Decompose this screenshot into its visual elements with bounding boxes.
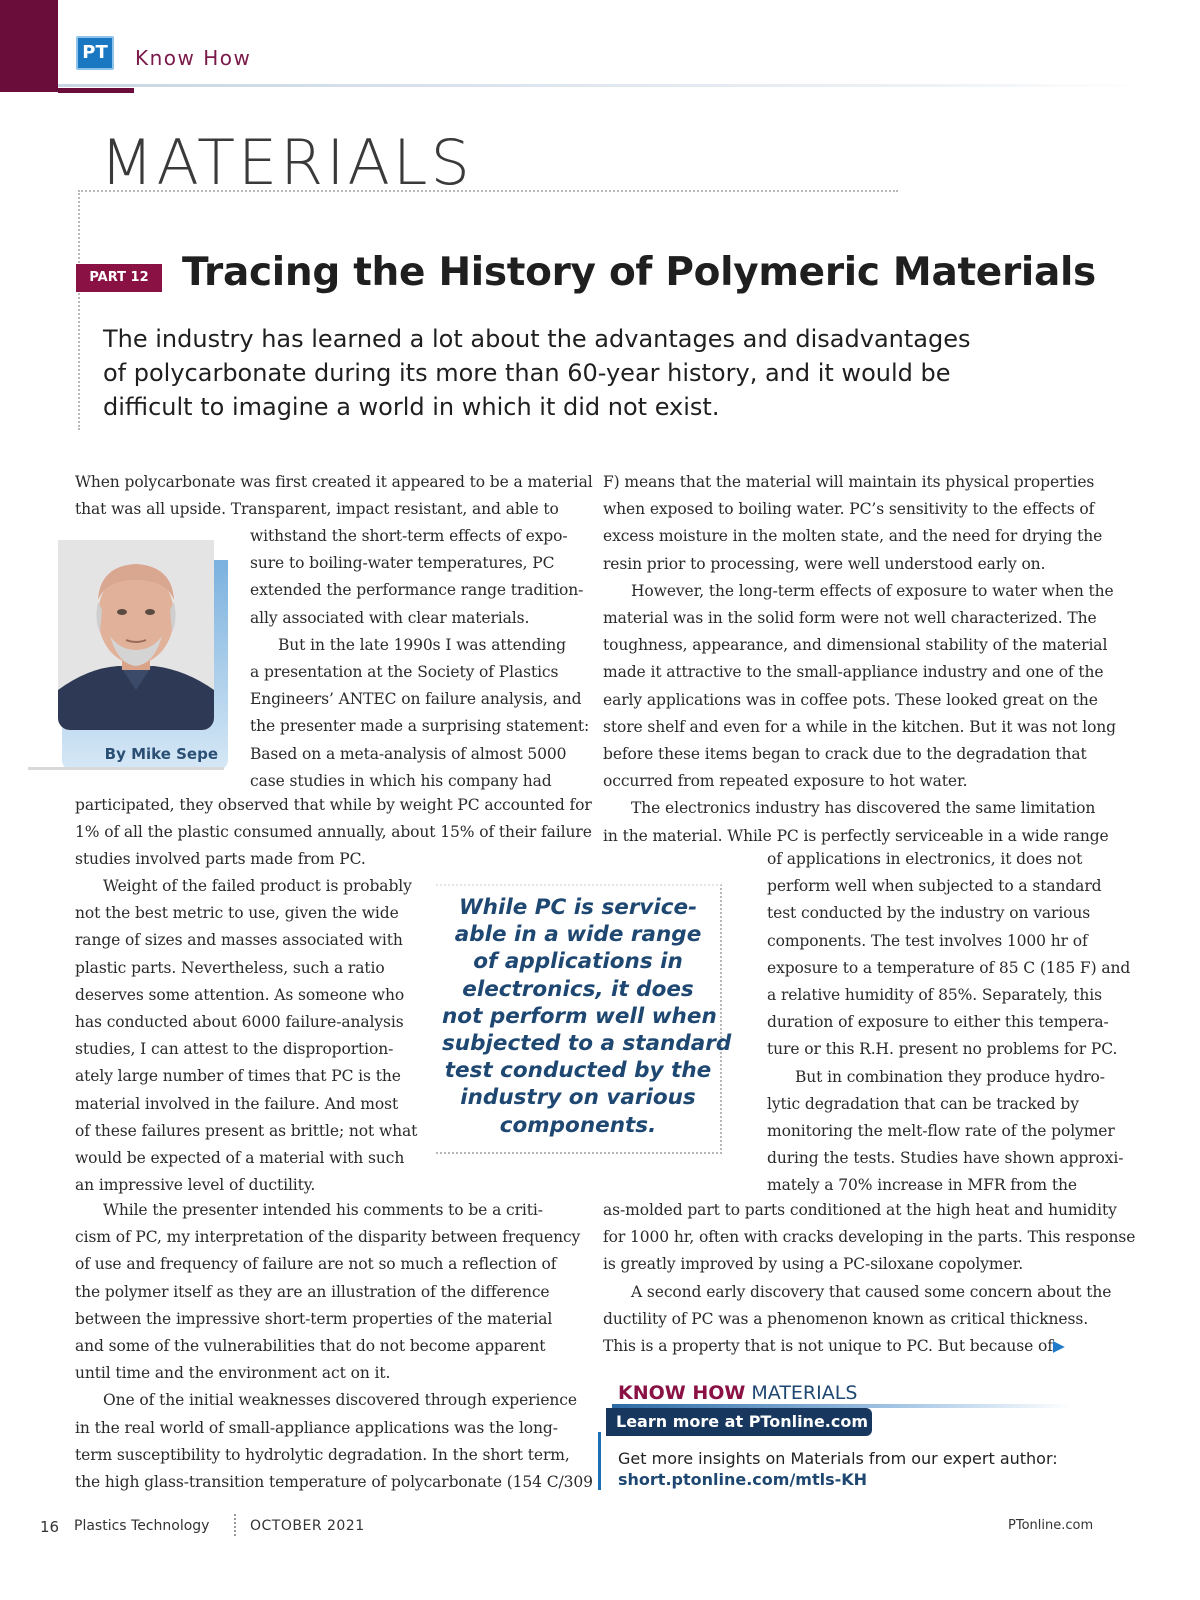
text-line: ally associated with clear materials.	[250, 608, 530, 627]
footer-separator	[234, 1514, 236, 1536]
pull-quote-line: While PC is service-	[458, 895, 698, 920]
pull-quote-line: electronics, it does	[462, 976, 694, 1002]
text-line: ture or this R.H. present no problems for PC.	[767, 1040, 1118, 1059]
text-line: monitoring the melt-flow rate of the polymer	[767, 1122, 1115, 1141]
pt-logo-icon: PT	[76, 36, 114, 70]
right-column-top	[603, 469, 1117, 850]
learn-more-button[interactable]: Learn more at PTonline.com	[606, 1408, 872, 1436]
text-line: plastic parts. Nevertheless, such a ratio	[75, 958, 385, 977]
text-line: when exposed to boiling water. PC’s sensitivity to the effects of	[603, 500, 1095, 519]
text-line: test conducted by the industry on various	[767, 904, 1091, 923]
text-line: However, the long-term effects of exposure to water when the	[631, 581, 1114, 600]
author-portrait-icon	[58, 540, 214, 730]
text-line: a presentation at the Society of Plastics	[250, 663, 559, 682]
text-line: participated, they observed that while by weight PC accounted for	[75, 796, 592, 814]
text-line: studies, I can attest to the disproportion-	[75, 1040, 394, 1059]
text-line: material was in the solid form were not well characterized. The	[603, 609, 1097, 628]
text-line: that was all upside. Transparent, impact resistant, and able to	[75, 500, 559, 519]
article-headline: Tracing the History of Polymeric Materials	[182, 250, 1096, 295]
text-line: the polymer itself as they are an illustration of the difference	[75, 1282, 550, 1301]
text-line: would be expected of a material with such	[75, 1149, 405, 1168]
text-line: Engineers’ ANTEC on failure analysis, and	[250, 690, 582, 709]
right-column-wrap	[767, 846, 1131, 1200]
text-line: and some of the vulnerabilities that do not become apparent	[75, 1337, 546, 1356]
text-line: mately a 70% increase in MFR from the	[767, 1176, 1077, 1195]
know-how-sidebar	[598, 1432, 601, 1490]
pull-quote	[436, 884, 732, 1154]
text-line: The electronics industry has discovered the same limitation	[631, 799, 1096, 818]
pull-quote-line: subjected to a standard	[442, 1031, 732, 1057]
part-badge: PART 12	[76, 264, 162, 292]
text-line: material involved in the failure. And most	[75, 1094, 399, 1113]
text-line: of these failures present as brittle; not what	[75, 1121, 418, 1140]
know-how-link[interactable]: short.ptonline.com/mtls-KH	[618, 1470, 868, 1489]
left-column-mid	[75, 792, 592, 874]
text-line: extended the performance range tradition-	[250, 581, 584, 600]
text-line: an impressive level of ductility.	[75, 1176, 316, 1195]
text-line: a relative humidity of 85%. Separately, this	[767, 986, 1102, 1005]
pull-quote-line: industry on various	[460, 1085, 696, 1111]
pull-quote-line: components.	[499, 1112, 657, 1138]
text-line: not the best metric to use, given the wide	[75, 904, 399, 923]
pull-quote-line: not perform well when	[442, 1003, 717, 1029]
text-line: perform well when subjected to a standard	[767, 877, 1102, 896]
text-line: toughness, appearance, and dimensional stability of the material	[603, 636, 1108, 655]
publication-name: Plastics Technology	[74, 1518, 210, 1534]
text-line: in the material. While PC is perfectly serviceable in a wide range	[603, 826, 1109, 845]
know-how-title-rest: MATERIALS	[745, 1382, 858, 1404]
text-line: in the real world of small-appliance applications was the long-	[75, 1418, 558, 1437]
department-title: MATERIALS	[100, 126, 473, 199]
text-line: until time and the environment act on it.	[75, 1364, 391, 1383]
text-line: ately large number of times that PC is the	[75, 1067, 401, 1086]
text-line: cism of PC, my interpretation of the disparity between frequency	[75, 1228, 581, 1247]
text-line: has conducted about 6000 failure-analysis	[75, 1013, 404, 1032]
text-line: withstand the short-term effects of expo-	[250, 527, 568, 545]
text-line: excess moisture in the molten state, and the need for drying the	[603, 527, 1103, 546]
text-line: of applications in electronics, it does not	[767, 850, 1083, 868]
text-line: before these items began to crack due to the degradation that	[603, 745, 1087, 764]
text-line: But in combination they produce hydro-	[795, 1067, 1105, 1086]
text-line: range of sizes and masses associated with	[75, 931, 403, 950]
text-line: This is a property that is not unique to PC. But because of	[603, 1337, 1053, 1356]
pull-quote-line: test conducted by the	[444, 1058, 712, 1084]
text-line: Based on a meta-analysis of almost 5000	[250, 744, 567, 763]
right-column-bottom	[603, 1197, 1136, 1360]
text-line: of use and frequency of failure are not so much a reflection of	[75, 1255, 557, 1274]
text-line: One of the initial weaknesses discovered through experience	[103, 1391, 577, 1410]
text-line: components. The test involves 1000 hr of	[767, 931, 1088, 950]
text-line: duration of exposure to either this tempera-	[767, 1013, 1109, 1032]
header-accent-underline	[58, 88, 134, 93]
text-line: lytic degradation that can be tracked by	[767, 1094, 1079, 1113]
text-line: sure to boiling-water temperatures, PC	[250, 554, 555, 573]
text-line: during the tests. Studies have shown approxi-	[767, 1149, 1124, 1168]
section-label: Know How	[135, 46, 252, 70]
header-accent-bar	[0, 0, 58, 92]
text-line-last	[603, 1333, 1113, 1360]
text-line: as-molded part to parts conditioned at the high heat and humidity	[603, 1201, 1117, 1219]
text-line: store shelf and even for a while in the kitchen. But it was not long	[603, 717, 1117, 736]
website-link[interactable]: PTonline.com	[1008, 1518, 1094, 1533]
author-byline: By Mike Sepe	[28, 740, 224, 770]
text-line: the presenter made a surprising statement:	[250, 717, 590, 736]
continue-arrow-icon: ▶	[1052, 1337, 1065, 1356]
author-photo	[58, 540, 224, 770]
text-line: studies involved parts made from PC.	[75, 850, 366, 869]
know-how-title-bold: KNOW HOW	[618, 1382, 746, 1404]
text-line: F) means that the material will maintain its physical properties	[603, 473, 1095, 491]
text-line: occurred from repeated exposure to hot water.	[603, 772, 968, 791]
left-column-bottom	[75, 1197, 593, 1496]
text-line: term susceptibility to hydrolytic degradation. In the short term,	[75, 1445, 570, 1464]
issue-date: OCTOBER 2021	[250, 1518, 365, 1534]
text-line: exposure to a temperature of 85 C (185 F) and	[767, 958, 1131, 977]
page-number: 16	[40, 1518, 60, 1536]
text-line: case studies in which his company had	[250, 771, 552, 790]
pull-quote-line: of applications in	[473, 949, 683, 975]
know-how-title	[618, 1382, 857, 1404]
text-line: While the presenter intended his comments to be a criti-	[103, 1201, 543, 1219]
text-line: When polycarbonate was first created it appeared to be a material	[75, 473, 593, 491]
text-line: is greatly improved by using a PC-siloxane copolymer.	[603, 1255, 1024, 1274]
text-line: resin prior to processing, were well understood early on.	[603, 554, 1046, 573]
know-how-text: Get more insights on Materials from our expert author:	[618, 1449, 1058, 1468]
text-line: the high glass-transition temperature of polycarbonate (154 C/309	[75, 1473, 593, 1492]
text-line: deserves some attention. As someone who	[75, 985, 405, 1004]
header-rule	[58, 84, 1148, 87]
text-line: A second early discovery that caused some concern about the	[631, 1282, 1112, 1301]
text-line: for 1000 hr, often with cracks developing in the parts. This response	[603, 1228, 1136, 1247]
text-line: early applications was in coffee pots. These looked great on the	[603, 690, 1098, 709]
left-column-wrap	[250, 523, 590, 795]
text-line: ductility of PC was a phenomenon known as critical thickness.	[603, 1309, 1089, 1328]
left-column-top	[75, 469, 593, 523]
text-line: Weight of the failed product is probably	[103, 877, 412, 895]
pull-quote-line: able in a wide range	[454, 922, 702, 948]
text-line: But in the late 1990s I was attending	[278, 635, 566, 654]
article-deck: The industry has learned a lot about the advantages and disadvantages of polycarbonate during its more than 60-year history, and it would be difficult to imagine a world in which it did not exist.	[103, 325, 971, 421]
text-line: between the impressive short-term properties of the material	[75, 1309, 553, 1328]
left-column-narrow	[75, 873, 425, 1199]
text-line: made it attractive to the small-appliance industry and one of the	[603, 663, 1104, 682]
text-line: 1% of all the plastic consumed annually, about 15% of their failure	[75, 823, 592, 842]
